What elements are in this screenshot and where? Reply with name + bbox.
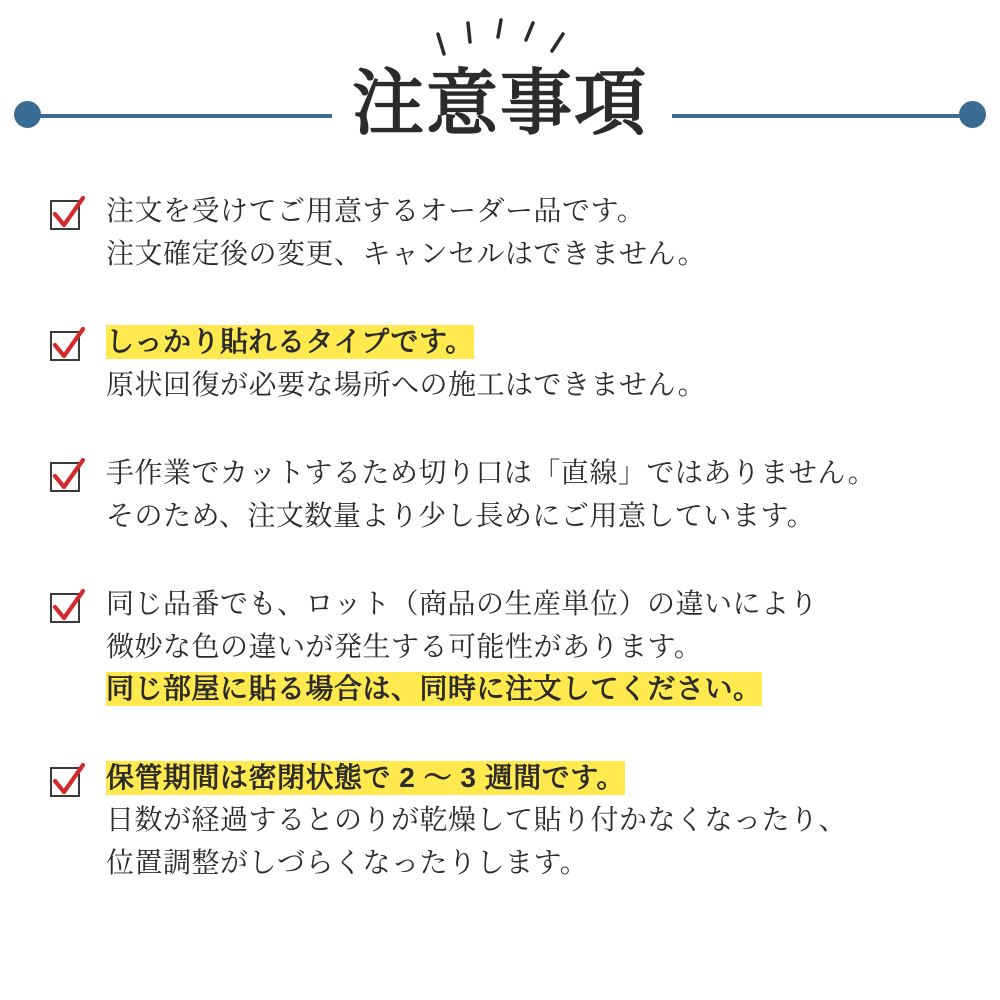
page-title: 注意事項: [351, 64, 648, 144]
note-line: 同じ品番でも、ロット（商品の生産単位）の違いにより: [106, 588, 818, 620]
checkbox-checked-icon: [48, 327, 86, 365]
highlighted-text: しっかり貼れるタイプです。: [106, 326, 474, 358]
list-item: [0, 190, 1000, 275]
note-line: 位置調整がしづらくなったりします。: [106, 847, 589, 879]
page-header: [0, 0, 1000, 175]
note-line: 注文を受けてご用意するオーダー品です。: [106, 195, 646, 226]
note-line: 手作業でカットするため切り口は「直線」ではありません。: [106, 457, 877, 489]
note-line: [106, 757, 1000, 800]
list-item: [0, 321, 1000, 406]
list-item: [0, 583, 1000, 711]
note-line: [106, 668, 1000, 711]
checkbox-checked-icon: [48, 196, 86, 234]
note-text: [106, 757, 1000, 885]
notes-list: [0, 190, 1000, 931]
note-line: 日数が経過するとのりが乾燥して貼り付かなくなったり、: [106, 804, 848, 836]
note-line: 注文確定後の変更、キャンセルはできません。: [106, 237, 707, 269]
highlighted-text: 同じ部屋に貼る場合は、同時に注文してください。: [106, 673, 762, 705]
note-text: [106, 452, 1000, 537]
note-line: 原状回復が必要な場所への施工はできません。: [106, 368, 707, 400]
note-text: [106, 190, 1000, 275]
list-item: [0, 452, 1000, 537]
note-line: [106, 321, 1000, 364]
checkbox-checked-icon: [48, 458, 86, 496]
checkbox-checked-icon: [48, 589, 86, 627]
list-item: [0, 757, 1000, 885]
note-text: [106, 321, 1000, 406]
highlighted-text: 保管期間は密閉状態で 2 〜 3 週間です。: [106, 761, 626, 793]
note-line: そのため、注文数量より少し長めにご用意しています。: [106, 499, 816, 531]
sparkle-decoration-icon: [436, 18, 566, 64]
note-line: 微妙な色の違いが発生する可能性があります。: [106, 630, 703, 662]
checkbox-checked-icon: [48, 763, 86, 801]
note-text: [106, 583, 1000, 711]
